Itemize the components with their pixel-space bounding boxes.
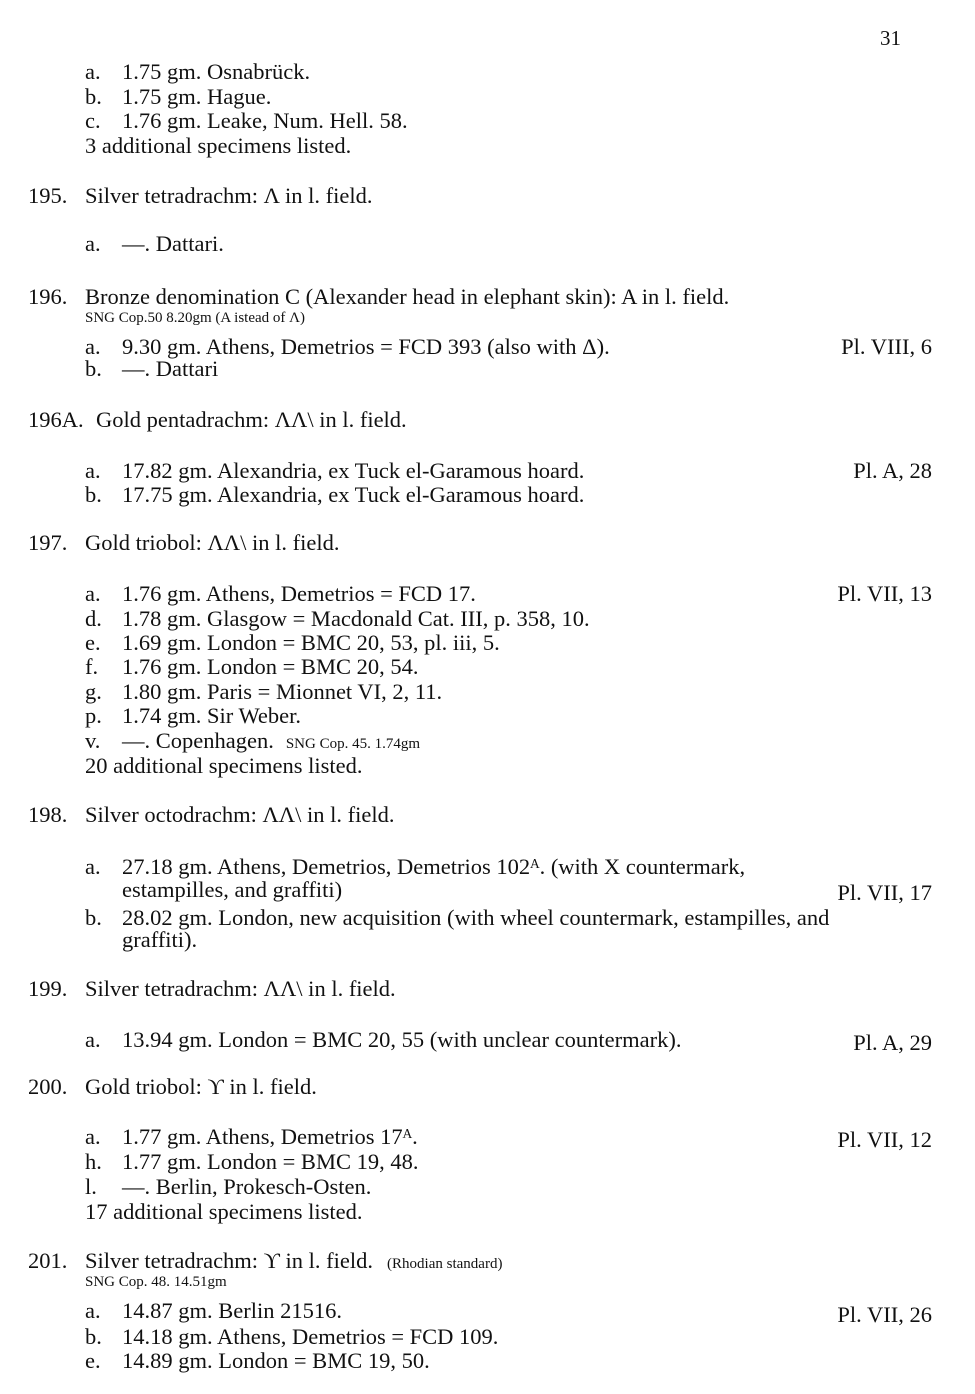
specimen-text: 1.75 gm. Hague. [122, 84, 272, 109]
entry-number: 196A. [28, 407, 84, 432]
specimen-text: 28.02 gm. London, new acquisition (with wheel countermark, estampilles, and [122, 905, 830, 930]
specimen-text: 13.94 gm. London = BMC 20, 55 (with unclear countermark). [122, 1027, 682, 1052]
entry-number: 195. [28, 183, 68, 208]
specimen-text: 27.18 gm. Athens, Demetrios, Demetrios 102ᴬ. (with X countermark, [122, 854, 746, 879]
specimen-text: 1.76 gm. London = BMC 20, 54. [122, 654, 419, 679]
reference-note: SNG Cop. 48. 14.51gm [85, 1274, 227, 1290]
entry-heading-note: (Rhodian standard) [387, 1256, 503, 1272]
entry-heading: Silver tetradrachm: ϒ in l. field. (Rhodian standard) [85, 1248, 503, 1273]
specimen-label: b. [85, 84, 102, 109]
specimen-text: —. Berlin, Prokesch-Osten. [122, 1174, 372, 1199]
specimen-label: f. [85, 654, 99, 679]
specimen-label: e. [85, 1348, 101, 1373]
specimen-text: 1.74 gm. Sir Weber. [122, 703, 302, 728]
specimen-label: b. [85, 356, 102, 381]
specimen-text: 1.76 gm. Leake, Num. Hell. 58. [122, 108, 408, 133]
reference-note: SNG Cop.50 8.20gm (A istead of Λ) [85, 310, 306, 326]
specimen-label: g. [85, 679, 102, 704]
additional-specimens: 17 additional specimens listed. [85, 1199, 363, 1224]
entry-number: 198. [28, 802, 68, 827]
specimen-label: a. [85, 1298, 101, 1323]
specimen-text: 1.78 gm. Glasgow = Macdonald Cat. III, p. 358, 10. [122, 606, 590, 631]
specimen-text: 14.89 gm. London = BMC 19, 50. [122, 1348, 430, 1373]
specimen-label: b. [85, 1324, 102, 1349]
specimen-text: 1.76 gm. Athens, Demetrios = FCD 17. [122, 581, 476, 606]
specimen-label: l. [85, 1174, 97, 1199]
plate-reference: Pl. A, 28 [853, 458, 932, 483]
specimen-text: 14.18 gm. Athens, Demetrios = FCD 109. [122, 1324, 499, 1349]
additional-specimens: 3 additional specimens listed. [85, 133, 352, 158]
specimen-text: 1.75 gm. Osnabrück. [122, 59, 311, 84]
plate-reference: Pl. VII, 13 [837, 581, 932, 606]
specimen-text: 9.30 gm. Athens, Demetrios = FCD 393 (also with Δ). [122, 334, 610, 359]
specimen-label: a. [85, 1027, 101, 1052]
specimen-text: 1.77 gm. Athens, Demetrios 17ᴬ. [122, 1124, 418, 1149]
specimen-label: c. [85, 108, 101, 133]
entry-heading: Gold triobol: ϒ in l. field. [85, 1074, 317, 1099]
entry-heading: Gold triobol: ΛΛ\ in l. field. [85, 530, 340, 555]
specimen-text: 17.75 gm. Alexandria, ex Tuck el-Garamous hoard. [122, 482, 585, 507]
specimen-text: —. Copenhagen. SNG Cop. 45. 1.74gm [122, 728, 421, 753]
specimen-text: 14.87 gm. Berlin 21516. [122, 1298, 342, 1323]
specimen-label: e. [85, 630, 101, 655]
specimen-text-continued: estampilles, and graffiti) [122, 877, 343, 902]
specimen-text: —. Dattari [122, 356, 219, 381]
specimen-label: a. [85, 231, 101, 256]
entry-heading: Bronze denomination C (Alexander head in elephant skin): A in l. field. [85, 284, 730, 309]
plate-reference: Pl. A, 29 [853, 1030, 932, 1055]
specimen-label: p. [85, 703, 102, 728]
entry-heading: Gold pentadrachm: ΛΛ\ in l. field. [96, 407, 407, 432]
specimen-label: d. [85, 606, 102, 631]
specimen-text: 1.77 gm. London = BMC 19, 48. [122, 1149, 419, 1174]
specimen-label: v. [85, 728, 101, 753]
plate-reference: Pl. VII, 17 [837, 880, 932, 905]
specimen-text: 1.80 gm. Paris = Mionnet VI, 2, 11. [122, 679, 443, 704]
page-number: 31 [880, 26, 901, 50]
entry-heading: Silver tetradrachm: ΛΛ\ in l. field. [85, 976, 396, 1001]
additional-specimens: 20 additional specimens listed. [85, 753, 363, 778]
entry-number: 200. [28, 1074, 68, 1099]
plate-reference: Pl. VIII, 6 [841, 334, 932, 359]
specimen-label: h. [85, 1149, 102, 1174]
entry-heading: Silver octodrachm: ΛΛ\ in l. field. [85, 802, 395, 827]
specimen-note: SNG Cop. 45. 1.74gm [285, 736, 421, 752]
entry-number: 197. [28, 530, 68, 555]
specimen-label: a. [85, 458, 101, 483]
specimen-text: —. Dattari. [122, 231, 224, 256]
specimen-label: a. [85, 581, 101, 606]
specimen-text: 1.69 gm. London = BMC 20, 53, pl. iii, 5. [122, 630, 500, 655]
entry-heading: Silver tetradrachm: Λ in l. field. [85, 183, 373, 208]
specimen-label: b. [85, 482, 102, 507]
specimen-label: b. [85, 905, 102, 930]
specimen-label: a. [85, 1124, 101, 1149]
specimen-label: a. [85, 334, 101, 359]
entry-number: 196. [28, 284, 68, 309]
plate-reference: Pl. VII, 12 [837, 1127, 932, 1152]
plate-reference: Pl. VII, 26 [837, 1302, 932, 1327]
specimen-text: 17.82 gm. Alexandria, ex Tuck el-Garamous hoard. [122, 458, 585, 483]
entry-number: 199. [28, 976, 68, 1001]
specimen-text-continued: graffiti). [122, 927, 198, 952]
specimen-label: a. [85, 59, 101, 84]
specimen-label: a. [85, 854, 101, 879]
entry-number: 201. [28, 1248, 68, 1273]
